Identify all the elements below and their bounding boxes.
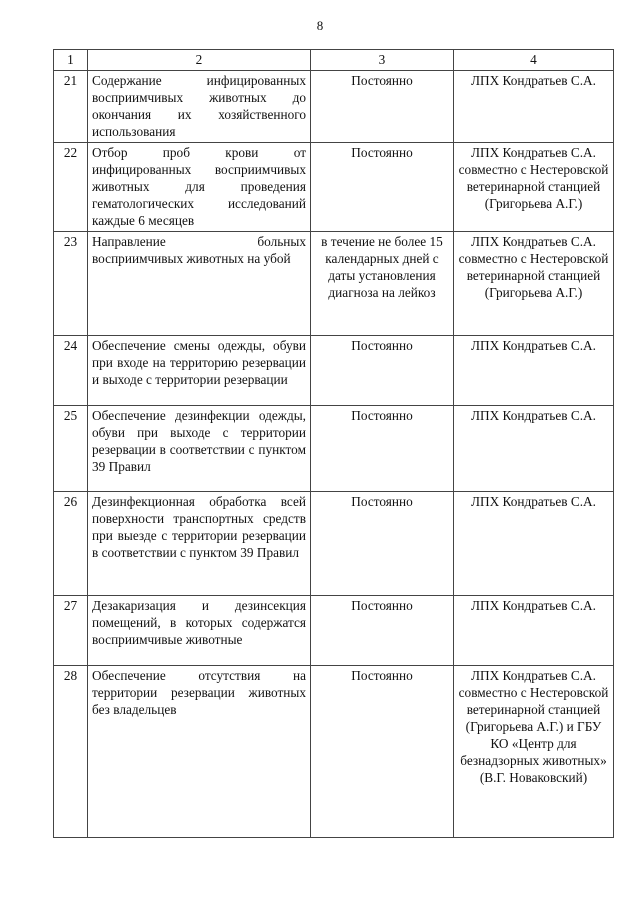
row-number: 23 bbox=[54, 232, 88, 336]
row-number: 24 bbox=[54, 336, 88, 406]
row-number: 21 bbox=[54, 71, 88, 143]
measure-text: Направление больных восприимчивых животных на убой bbox=[88, 232, 311, 336]
measures-table bbox=[53, 49, 614, 838]
column-header-3: 3 bbox=[311, 50, 454, 71]
measure-text: Обеспечение отсутствия на территории резервации животных без владельцев bbox=[88, 666, 311, 838]
table-row bbox=[54, 143, 614, 232]
responsible-text: ЛПХ Кондратьев С.А. bbox=[454, 492, 614, 596]
term-text: Постоянно bbox=[311, 143, 454, 232]
table-row bbox=[54, 406, 614, 492]
row-number: 26 bbox=[54, 492, 88, 596]
responsible-text: ЛПХ Кондратьев С.А. совместно с Нестеровской ветеринарной станцией (Григорьева А.Г.) bbox=[454, 143, 614, 232]
table-header-row bbox=[54, 50, 614, 71]
term-text: Постоянно bbox=[311, 71, 454, 143]
row-number: 22 bbox=[54, 143, 88, 232]
responsible-text: ЛПХ Кондратьев С.А. bbox=[454, 596, 614, 666]
responsible-text: ЛПХ Кондратьев С.А. bbox=[454, 406, 614, 492]
table-row bbox=[54, 666, 614, 838]
table-row bbox=[54, 232, 614, 336]
column-header-4: 4 bbox=[454, 50, 614, 71]
responsible-text: ЛПХ Кондратьев С.А. bbox=[454, 71, 614, 143]
column-header-2: 2 bbox=[88, 50, 311, 71]
term-text: Постоянно bbox=[311, 492, 454, 596]
measure-text: Обеспечение смены одежды, обуви при входе на территорию резервации и выходе с территории резервации bbox=[88, 336, 311, 406]
row-number: 28 bbox=[54, 666, 88, 838]
page-number: 8 bbox=[316, 18, 324, 33]
responsible-text: ЛПХ Кондратьев С.А. совместно с Нестеровской ветеринарной станцией (Григорьева А.Г.) и ГБУ КО «Центр для безнадзорных животных» (В.Г. Новаковский) bbox=[454, 666, 614, 838]
term-text: в течение не более 15 календарных дней с даты установления диагноза на лейкоз bbox=[311, 232, 454, 336]
measure-text: Дезакаризация и дезинсекция помещений, в которых содержатся восприимчивые животные bbox=[88, 596, 311, 666]
term-text: Постоянно bbox=[311, 596, 454, 666]
table-row bbox=[54, 336, 614, 406]
row-number: 25 bbox=[54, 406, 88, 492]
measure-text: Отбор проб крови от инфицированных восприимчивых животных для проведения гематологических исследований каждые 6 месяцев bbox=[88, 143, 311, 232]
row-number: 27 bbox=[54, 596, 88, 666]
measure-text: Содержание инфицированных восприимчивых животных до окончания их хозяйственного использования bbox=[88, 71, 311, 143]
column-header-1: 1 bbox=[54, 50, 88, 71]
table-row bbox=[54, 492, 614, 596]
responsible-text: ЛПХ Кондратьев С.А. совместно с Нестеровской ветеринарной станцией (Григорьева А.Г.) bbox=[454, 232, 614, 336]
term-text: Постоянно bbox=[311, 406, 454, 492]
measure-text: Дезинфекционная обработка всей поверхности транспортных средств при выезде с территории резервации в соответствии с пунктом 39 Правил bbox=[88, 492, 311, 596]
responsible-text: ЛПХ Кондратьев С.А. bbox=[454, 336, 614, 406]
measure-text: Обеспечение дезинфекции одежды, обуви при выходе с территории резервации в соответствии с пунктом 39 Правил bbox=[88, 406, 311, 492]
term-text: Постоянно bbox=[311, 666, 454, 838]
term-text: Постоянно bbox=[311, 336, 454, 406]
table-row bbox=[54, 596, 614, 666]
table-row bbox=[54, 71, 614, 143]
